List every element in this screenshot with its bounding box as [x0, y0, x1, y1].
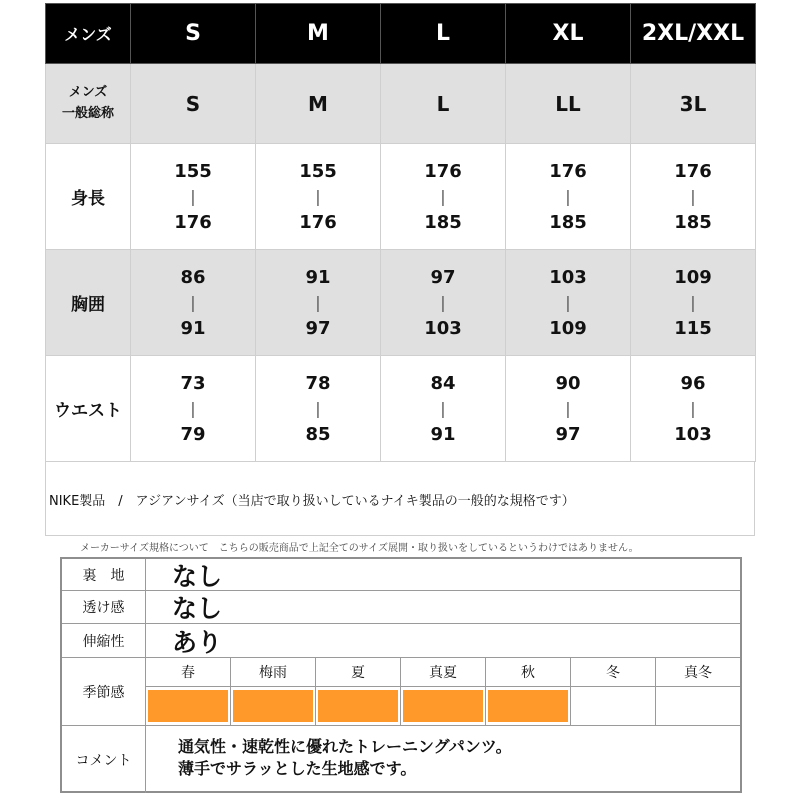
- season-indicator-active: [148, 690, 228, 722]
- chest-label: 胸囲: [46, 250, 131, 356]
- range-min: 91: [305, 266, 331, 288]
- header-size-l: L: [381, 4, 506, 64]
- general-size-label: [46, 64, 131, 144]
- spec-value-lining: なし: [172, 561, 223, 591]
- waist-label: ウエスト: [46, 356, 131, 462]
- range-min: 103: [549, 266, 587, 288]
- product-spec-table: [60, 557, 742, 793]
- spec-label-comment: コメント: [62, 726, 146, 793]
- general-size-value: LL: [506, 64, 631, 144]
- range-min: 155: [299, 160, 337, 182]
- general-size-value: L: [381, 64, 506, 144]
- range-separator: |: [690, 398, 696, 418]
- range-separator: |: [315, 292, 321, 312]
- season-cell: [486, 658, 571, 725]
- spec-label-stretch: 伸縮性: [62, 624, 146, 657]
- season-indicator-inactive: [573, 690, 653, 722]
- range-separator: |: [440, 398, 446, 418]
- season-cell: [571, 658, 656, 725]
- range-min: 84: [430, 372, 456, 394]
- range-max: 109: [549, 317, 587, 339]
- comment-line-1: 通気性・速乾性に優れたトレーニングパンツ。: [178, 737, 512, 756]
- spec-comment-text: [178, 736, 512, 780]
- range-separator: |: [190, 292, 196, 312]
- general-size-value: S: [131, 64, 256, 144]
- spec-label-sheer: 透け感: [62, 591, 146, 623]
- range-max: 176: [174, 211, 212, 233]
- season-name: 秋: [486, 658, 570, 687]
- comment-line-2: 薄手でサラッとした生地感です。: [178, 759, 417, 778]
- range-min: 90: [555, 372, 581, 394]
- waist-row: [46, 356, 756, 462]
- measurement-cell: [506, 144, 631, 250]
- spec-label-season: 季節感: [62, 658, 146, 725]
- spec-label-lining: 裏 地: [62, 559, 146, 590]
- range-min: 78: [305, 372, 331, 394]
- range-min: 86: [180, 266, 206, 288]
- measurement-cell: [506, 250, 631, 356]
- measurement-cell: [381, 356, 506, 462]
- season-name: 真夏: [401, 658, 485, 687]
- range-separator: |: [440, 292, 446, 312]
- height-row: [46, 144, 756, 250]
- season-cell: [656, 658, 740, 725]
- spec-value-sheer: なし: [172, 594, 223, 623]
- measurement-cell: [131, 250, 256, 356]
- range-separator: |: [690, 186, 696, 206]
- range-min: 96: [680, 372, 706, 394]
- measurement-cell: [256, 144, 381, 250]
- spec-row-lining: [62, 559, 740, 591]
- range-separator: |: [565, 186, 571, 206]
- header-size-2xl: 2XL/XXL: [631, 4, 756, 64]
- season-name: 春: [146, 658, 230, 687]
- range-min: 109: [674, 266, 712, 288]
- range-max: 91: [430, 423, 456, 445]
- size-note-text: NIKE製品 / アジアンサイズ（当店で取り扱いしているナイキ製品の一般的な規格です）: [49, 494, 575, 509]
- measurement-cell: [631, 144, 756, 250]
- range-separator: |: [690, 292, 696, 312]
- season-cell: [401, 658, 486, 725]
- measurement-cell: [381, 250, 506, 356]
- season-grid: [146, 658, 740, 725]
- range-max: 97: [305, 317, 331, 339]
- range-max: 85: [305, 423, 331, 445]
- season-name: 梅雨: [231, 658, 315, 687]
- spec-value-stretch: あり: [172, 627, 223, 657]
- range-separator: |: [315, 398, 321, 418]
- range-max: 91: [180, 317, 206, 339]
- header-label-mens: メンズ: [46, 4, 131, 64]
- range-min: 176: [549, 160, 587, 182]
- season-name: 夏: [316, 658, 400, 687]
- range-max: 185: [424, 211, 462, 233]
- range-min: 73: [180, 372, 206, 394]
- height-label: 身長: [46, 144, 131, 250]
- measurement-cell: [631, 356, 756, 462]
- range-max: 115: [674, 317, 712, 339]
- general-label-line2: 一般総称: [61, 105, 114, 121]
- season-cell: [231, 658, 316, 725]
- range-max: 97: [555, 423, 581, 445]
- measurement-cell: [131, 144, 256, 250]
- range-max: 185: [674, 211, 712, 233]
- spec-row-sheer: [62, 591, 740, 624]
- season-indicator-active: [233, 690, 313, 722]
- general-size-value: M: [256, 64, 381, 144]
- size-header-row: [46, 4, 756, 64]
- range-max: 176: [299, 211, 337, 233]
- season-indicator-active: [318, 690, 398, 722]
- general-label-line1: メンズ: [68, 85, 108, 101]
- range-min: 97: [430, 266, 456, 288]
- general-size-value: 3L: [631, 64, 756, 144]
- range-separator: |: [190, 398, 196, 418]
- measurement-cell: [381, 144, 506, 250]
- range-separator: |: [565, 292, 571, 312]
- season-name: 冬: [571, 658, 655, 687]
- range-min: 176: [424, 160, 462, 182]
- size-note-box: [45, 462, 755, 536]
- range-min: 155: [174, 160, 212, 182]
- measurement-cell: [256, 250, 381, 356]
- range-max: 79: [180, 423, 206, 445]
- season-cell: [146, 658, 231, 725]
- header-size-m: M: [256, 4, 381, 64]
- spec-row-comment: [62, 726, 740, 793]
- maker-size-note: メーカーサイズ規格について こちらの販売商品で上記全てのサイズ展開・取り扱いをしているというわけではありません。: [80, 543, 639, 554]
- spec-row-stretch: [62, 624, 740, 658]
- header-size-xl: XL: [506, 4, 631, 64]
- range-separator: |: [315, 186, 321, 206]
- range-min: 176: [674, 160, 712, 182]
- season-indicator-active: [403, 690, 483, 722]
- chest-row: [46, 250, 756, 356]
- measurement-cell: [631, 250, 756, 356]
- range-max: 185: [549, 211, 587, 233]
- size-chart-table: [45, 3, 756, 462]
- season-indicator-inactive: [658, 690, 738, 722]
- range-separator: |: [565, 398, 571, 418]
- measurement-cell: [506, 356, 631, 462]
- range-separator: |: [440, 186, 446, 206]
- season-name: 真冬: [656, 658, 740, 687]
- spec-row-season: [62, 658, 740, 726]
- range-max: 103: [424, 317, 462, 339]
- range-max: 103: [674, 423, 712, 445]
- general-size-row: [46, 64, 756, 144]
- header-size-s: S: [131, 4, 256, 64]
- measurement-cell: [131, 356, 256, 462]
- season-cell: [316, 658, 401, 725]
- range-separator: |: [190, 186, 196, 206]
- measurement-cell: [256, 356, 381, 462]
- season-indicator-active: [488, 690, 568, 722]
